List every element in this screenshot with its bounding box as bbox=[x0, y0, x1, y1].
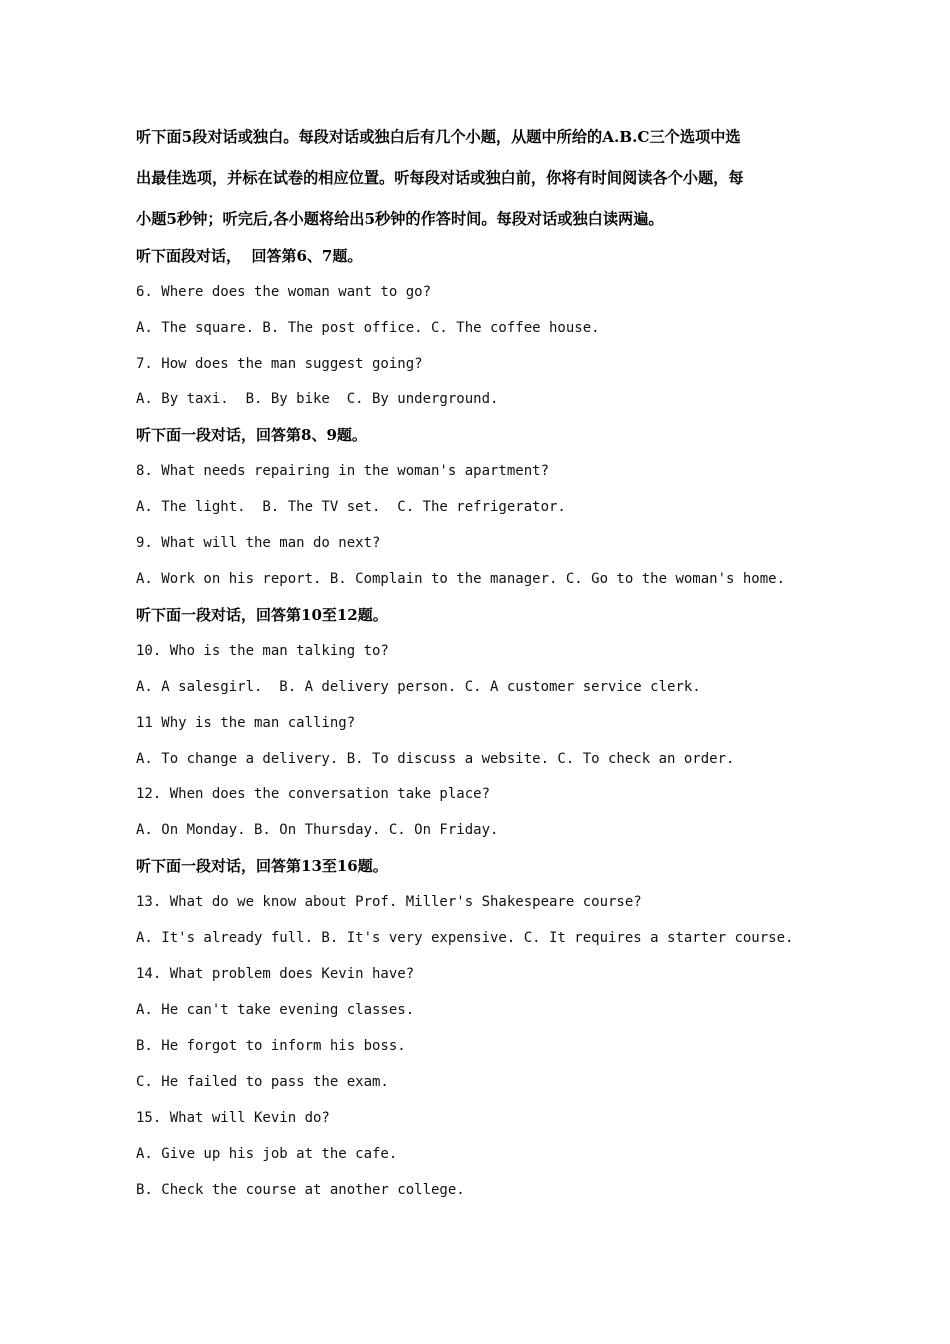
question-9-options: A. Work on his report. B. Complain to the manager. C. Go to the woman's home. bbox=[136, 571, 786, 587]
question-10-options: A. A salesgirl. B. A delivery person. C. A customer service clerk. bbox=[136, 679, 701, 695]
instructions-line-1: 听下面5段对话或独白。每段对话或独白后有几个小题，从题中所给的A.B.C三个选项中选 bbox=[136, 128, 741, 146]
question-11-options: A. To change a delivery. B. To discuss a website. C. To check an order. bbox=[136, 751, 735, 767]
section-heading-10-12: 听下面一段对话，回答第10至12题。 bbox=[136, 606, 388, 624]
question-11: 11 Why is the man calling? bbox=[136, 715, 356, 731]
question-14-option-a: A. He can't take evening classes. bbox=[136, 1002, 415, 1018]
question-6-options: A. The square. B. The post office. C. The coffee house. bbox=[136, 320, 600, 336]
question-8: 8. What needs repairing in the woman's apartment? bbox=[136, 463, 550, 479]
question-7: 7. How does the man suggest going? bbox=[136, 356, 423, 372]
question-6: 6. Where does the woman want to go? bbox=[136, 284, 432, 300]
section-heading-13-16: 听下面一段对话，回答第13至16题。 bbox=[136, 857, 388, 875]
question-8-options: A. The light. B. The TV set. C. The refrigerator. bbox=[136, 499, 566, 515]
question-13: 13. What do we know about Prof. Miller's Shakespeare course? bbox=[136, 894, 642, 910]
question-12: 12. When does the conversation take place? bbox=[136, 786, 491, 802]
instructions-line-3: 小题5秒钟；听完后,各小题将给出5秒钟的作答时间。每段对话或独白读两遍。 bbox=[136, 210, 664, 228]
question-9: 9. What will the man do next? bbox=[136, 535, 381, 551]
instructions-line-2: 出最佳选项，并标在试卷的相应位置。听每段对话或独白前，你将有时间阅读各个小题，每 bbox=[136, 169, 744, 187]
question-15-option-a: A. Give up his job at the cafe. bbox=[136, 1146, 398, 1162]
question-7-options: A. By taxi. B. By bike C. By underground. bbox=[136, 391, 499, 407]
question-10: 10. Who is the man talking to? bbox=[136, 643, 389, 659]
question-14-option-b: B. He forgot to inform his boss. bbox=[136, 1038, 406, 1054]
question-13-options: A. It's already full. B. It's very expensive. C. It requires a starter course. bbox=[136, 930, 794, 946]
question-14: 14. What problem does Kevin have? bbox=[136, 966, 415, 982]
question-14-option-c: C. He failed to pass the exam. bbox=[136, 1074, 389, 1090]
section-heading-8-9: 听下面一段对话，回答第8、9题。 bbox=[136, 426, 367, 444]
question-15-option-b: B. Check the course at another college. bbox=[136, 1182, 465, 1198]
question-12-options: A. On Monday. B. On Thursday. C. On Friday. bbox=[136, 822, 499, 838]
section-heading-6-7: 听下面段对话， 回答第6、7题。 bbox=[136, 247, 363, 265]
question-15: 15. What will Kevin do? bbox=[136, 1110, 330, 1126]
